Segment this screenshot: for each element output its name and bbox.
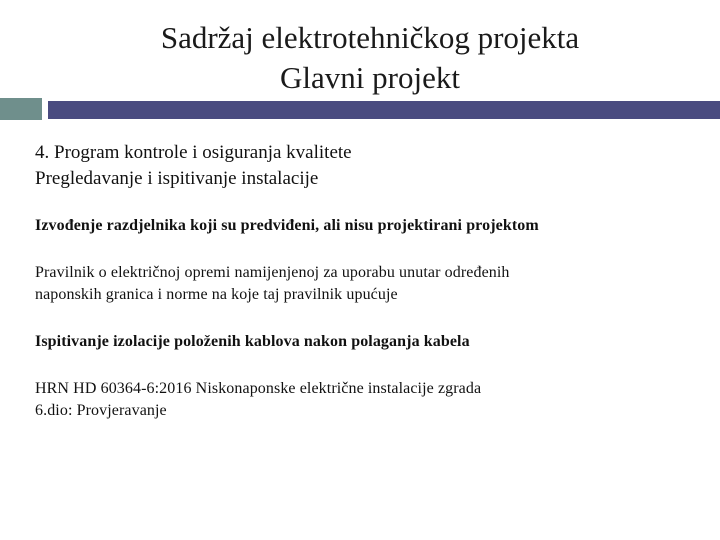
header-rule-bar	[48, 101, 720, 119]
paragraph-insulation-test	[35, 331, 705, 353]
paragraph-regulation-line2: naponskih granica i norme na koje taj pravilnik upućuje	[35, 286, 398, 303]
section-heading-line2: Pregledavanje i ispitivanje instalacije	[35, 168, 319, 189]
paragraph-distribution-boards-text: Izvođenje razdjelnika koji su predviđeni, ali nisu projektirani projektom	[35, 217, 539, 234]
paragraph-insulation-test-text: Ispitivanje izolacije položenih kablova nakon polaganja kabela	[35, 333, 470, 350]
paragraph-regulation-line1: Pravilnik o električnoj opremi namijenjenoj za uporabu unutar određenih	[35, 264, 510, 281]
paragraph-standard	[35, 378, 705, 422]
paragraph-regulation	[35, 262, 705, 306]
paragraph-distribution-boards	[35, 215, 705, 237]
paragraph-standard-line1: HRN HD 60364-6:2016 Niskonaponske električne instalacije zgrada	[35, 380, 482, 397]
header-rule-accent-block	[0, 98, 42, 120]
slide-content	[35, 140, 705, 447]
slide-title	[0, 18, 720, 98]
paragraph-standard-line2: 6.dio: Provjeravanje	[35, 402, 167, 419]
section-heading	[35, 140, 705, 192]
section-heading-line1: 4. Program kontrole i osiguranja kvalitete	[35, 142, 352, 163]
slide-title-line2: Glavni projekt	[280, 60, 460, 95]
slide-title-line1: Sadržaj elektrotehničkog projekta	[160, 20, 580, 55]
